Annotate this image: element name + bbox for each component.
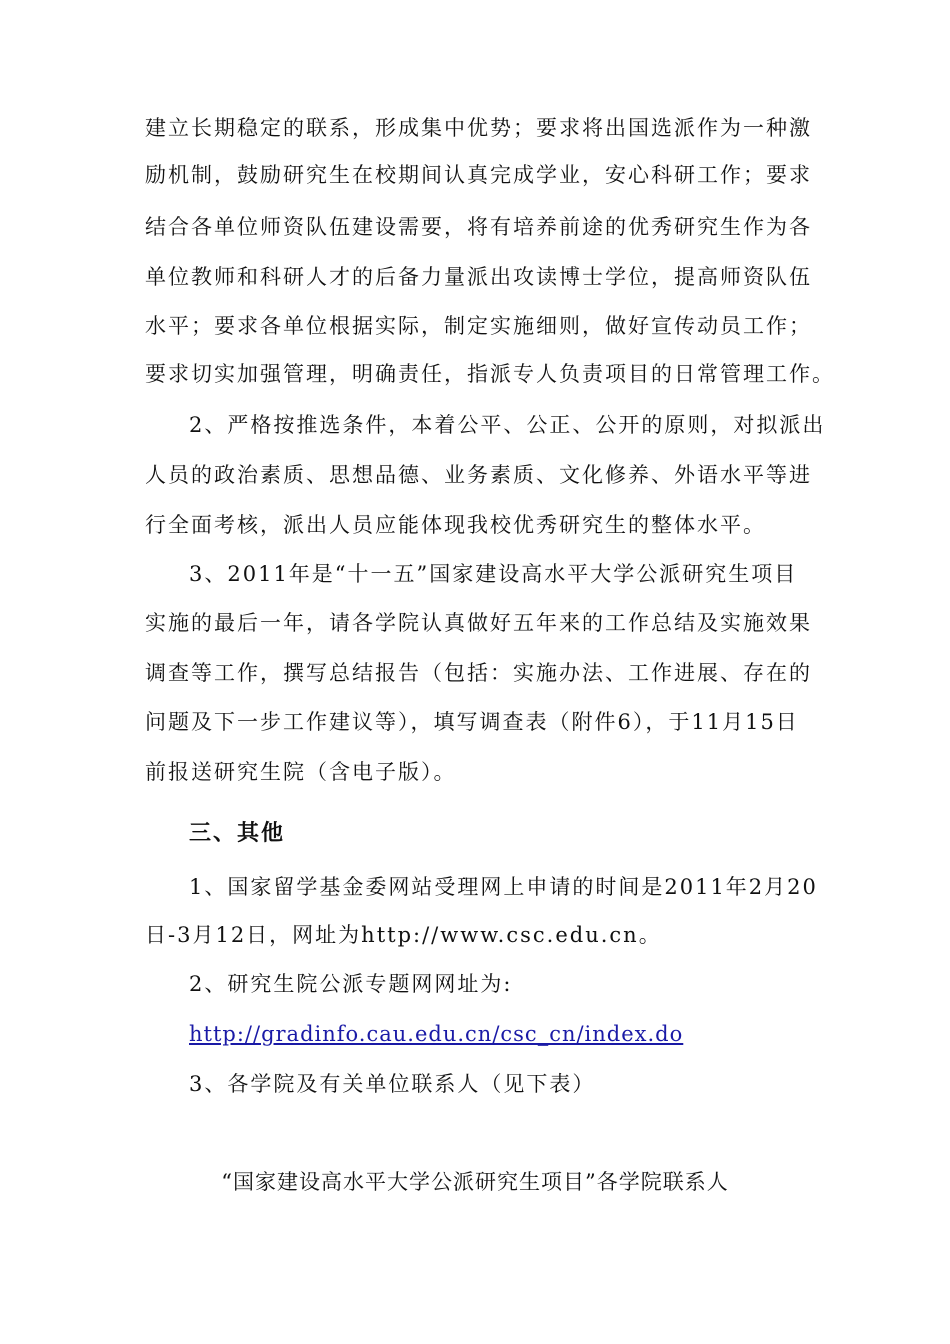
paragraph-line: 水平；要求各单位根据实际，制定实施细则，做好宣传动员工作； bbox=[145, 314, 812, 338]
paragraph-line: 2、研究生院公派专题网网址为: bbox=[189, 972, 513, 996]
paragraph-line: 实施的最后一年，请各学院认真做好五年来的工作总结及实施效果 bbox=[145, 611, 812, 635]
paragraph-line: 要求切实加强管理，明确责任，指派专人负责项目的日常管理工作。 bbox=[145, 362, 835, 386]
paragraph-line: 单位教师和科研人才的后备力量派出攻读博士学位，提高师资队伍 bbox=[145, 265, 812, 289]
paragraph-line: 3、各学院及有关单位联系人（见下表） bbox=[189, 1072, 596, 1096]
paragraph-line: 1、国家留学基金委网站受理网上申请的时间是2011年2月20 bbox=[189, 875, 818, 899]
table-title: “国家建设高水平大学公派研究生项目”各学院联系人 bbox=[221, 1170, 729, 1194]
url-line bbox=[189, 1019, 807, 1049]
paragraph-line: 前报送研究生院（含电子版）。 bbox=[145, 760, 457, 784]
gradinfo-link[interactable]: http://gradinfo.cau.edu.cn/csc_cn/index.do bbox=[189, 1022, 684, 1046]
paragraph-line: 日-3月12日，网址为http://www.csc.edu.cn。 bbox=[145, 923, 662, 947]
paragraph-line: 建立长期稳定的联系，形成集中优势；要求将出国选派作为一种激 bbox=[145, 116, 812, 140]
paragraph-line: 结合各单位师资队伍建设需要，将有培养前途的优秀研究生作为各 bbox=[145, 215, 812, 239]
section-heading: 三、其他 bbox=[189, 821, 286, 846]
paragraph-line: 问题及下一步工作建议等），填写调查表（附件6），于11月15日 bbox=[145, 710, 799, 734]
paragraph-line: 人员的政治素质、思想品德、业务素质、文化修养、外语水平等进 bbox=[145, 463, 812, 487]
paragraph-line: 行全面考核，派出人员应能体现我校优秀研究生的整体水平。 bbox=[145, 513, 766, 537]
paragraph-line: 3、2011年是“十一五”国家建设高水平大学公派研究生项目 bbox=[189, 562, 798, 586]
paragraph-line: 调查等工作，撰写总结报告（包括：实施办法、工作进展、存在的 bbox=[145, 661, 812, 685]
paragraph-line: 励机制，鼓励研究生在校期间认真完成学业，安心科研工作；要求 bbox=[145, 163, 812, 187]
paragraph-line: 2、严格按推选条件，本着公平、公正、公开的原则，对拟派出 bbox=[189, 413, 826, 437]
